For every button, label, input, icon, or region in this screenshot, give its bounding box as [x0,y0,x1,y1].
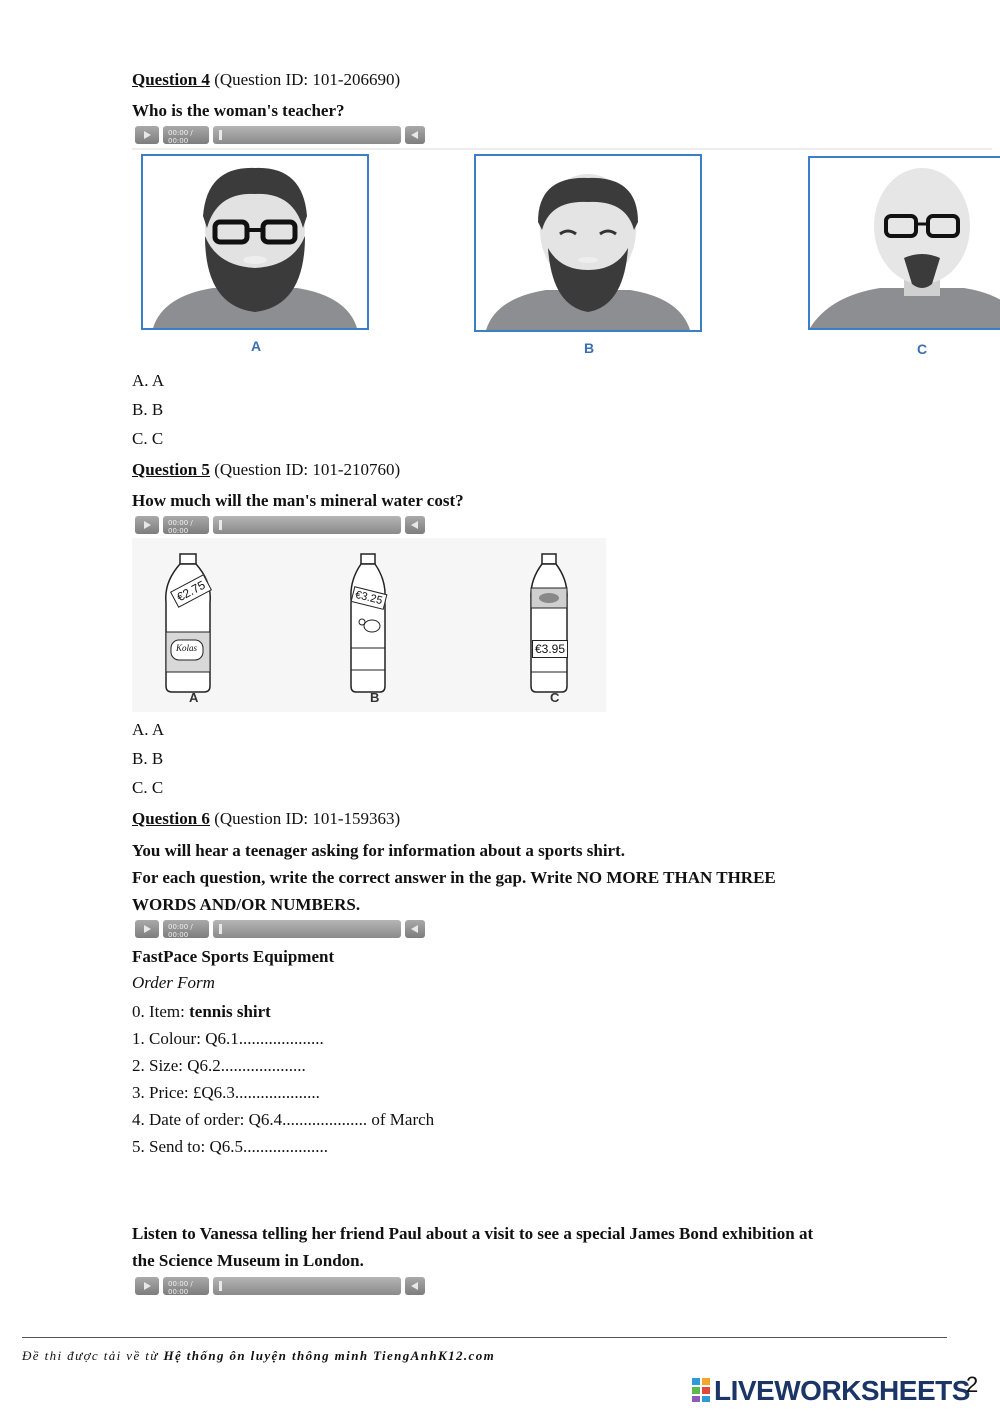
play-icon[interactable] [135,126,159,144]
q5-header [132,460,400,480]
play-icon[interactable] [135,1277,159,1295]
audio-time: 00:00 / 00:00 [163,1277,209,1295]
q6-field-send-to[interactable]: 5. Send to: Q6.5.................... [132,1137,328,1156]
q6-form-subtitle: Order Form [132,973,215,992]
bearded-man-icon [476,156,700,330]
bottle-a-icon [162,552,214,694]
q4-caption-b: B [584,340,595,356]
q4-label: Question 4 [132,70,210,89]
bearded-man-glasses-icon [143,156,367,328]
q5-option-c[interactable]: C. C [132,778,164,797]
q5-image [132,538,606,712]
audio-progress-bar[interactable] [213,920,401,938]
q4-option-a[interactable]: A. A [132,371,165,390]
audio-time: 00:00 / 00:00 [163,920,209,938]
bottle-c-price: €3.95 [532,640,568,658]
q4-option-c[interactable]: C. C [132,429,164,448]
liveworksheets-brand[interactable]: LIVEWORKSHEETS [714,1375,970,1406]
bald-man-goatee-icon [810,158,1000,328]
footer-prefix: Đề thi được tải về từ [22,1348,164,1363]
q6-field-size[interactable]: 2. Size: Q6.2.................... [132,1056,306,1075]
q4-image-b [474,154,702,332]
q6-instruction-2: For each question, write the correct answer in the gap. Write NO MORE THAN THREE [132,868,776,887]
volume-icon[interactable] [405,126,425,144]
q6-label: Question 6 [132,809,210,828]
q4-option-b[interactable]: B. B [132,400,164,419]
q6-field-date[interactable]: 4. Date of order: Q6.4.................... of March [132,1110,435,1129]
play-icon[interactable] [135,516,159,534]
q4-id: (Question ID: 101-206690) [214,70,401,89]
page-number: 2 [966,1372,979,1397]
q6-item-prefix: 0. Item: [132,1002,190,1021]
volume-icon[interactable] [405,1277,425,1295]
audio-progress-bar[interactable] [213,1277,401,1295]
q6-field-price[interactable]: 3. Price: £Q6.3.................... [132,1083,320,1102]
bottle-b-icon [348,552,388,694]
q5-audio-player[interactable] [135,516,425,534]
liveworksheets-logo-icon [692,1378,710,1402]
volume-icon[interactable] [405,516,425,534]
q6-form-title: FastPace Sports Equipment [132,947,335,966]
footer-source [22,1348,495,1364]
bottle-a-price: €2.75 [170,574,212,608]
q5-caption-a: A [189,690,199,705]
q4-prompt: Who is the woman's teacher? [132,101,345,120]
q4-image-a [141,154,369,330]
q4-caption-c: C [917,341,928,357]
q5-caption-c: C [550,690,560,705]
q4-audio-player[interactable] [135,126,425,144]
audio-progress-bar[interactable] [213,516,401,534]
bottle-a-brand: Kolas [176,643,198,653]
volume-icon[interactable] [405,920,425,938]
q6-item [132,1002,271,1022]
q5-id: (Question ID: 101-210760) [214,460,401,479]
q6-field-colour[interactable]: 1. Colour: Q6.1.................... [132,1029,324,1048]
bottle-c-icon [528,552,570,694]
image-background-line [132,148,992,150]
q4-image-c [808,156,1000,330]
q6-instruction-3: WORDS AND/OR NUMBERS. [132,895,361,914]
bottle-b-price: €3.25 [351,586,387,610]
q5-caption-b: B [370,690,380,705]
q6-audio-player[interactable] [135,920,425,938]
next-section-audio-player[interactable] [135,1277,425,1295]
next-section-line-1: Listen to Vanessa telling her friend Paul about a visit to see a special James Bond exhibition at [132,1224,814,1243]
footer-source-name: Hệ thống ôn luyện thông minh TiengAnhK12.com [163,1348,496,1363]
q4-header [132,70,400,90]
next-section-line-2: the Science Museum in London. [132,1251,364,1270]
q5-option-b[interactable]: B. B [132,749,164,768]
audio-time: 00:00 / 00:00 [163,516,209,534]
audio-time: 00:00 / 00:00 [163,126,209,144]
q6-header [132,809,400,829]
footer-divider [22,1337,947,1338]
q5-label: Question 5 [132,460,210,479]
play-icon[interactable] [135,920,159,938]
q4-caption-a: A [251,338,262,354]
q5-prompt: How much will the man's mineral water cost? [132,491,464,510]
q5-option-a[interactable]: A. A [132,720,165,739]
audio-progress-bar[interactable] [213,126,401,144]
q6-item-value: tennis shirt [189,1002,271,1021]
q6-instruction-1: You will hear a teenager asking for information about a sports shirt. [132,841,626,860]
q6-id: (Question ID: 101-159363) [214,809,401,828]
